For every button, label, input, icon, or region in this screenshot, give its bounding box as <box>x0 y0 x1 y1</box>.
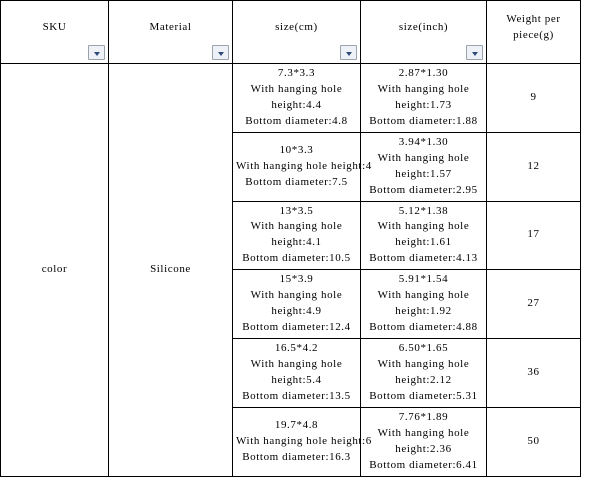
cell-size-cm <box>233 270 361 339</box>
header-cell-material <box>109 1 233 64</box>
size-cm-line: Bottom diameter:10.5 <box>242 252 351 265</box>
cell-weight: 50 <box>487 407 581 476</box>
size-inch-line: height:2.12 <box>395 373 452 386</box>
size-cm-line: With hanging hole <box>250 82 343 95</box>
header-cell-size-inch <box>361 1 487 64</box>
cell-weight: 9 <box>487 64 581 133</box>
cell-weight: 27 <box>487 270 581 339</box>
cell-size-cm <box>233 407 372 476</box>
cell-size-cm <box>233 339 361 408</box>
size-inch-line: With hanging hole <box>377 426 470 439</box>
chevron-down-icon[interactable] <box>466 45 483 60</box>
size-inch-line: 7.76*1.89 <box>398 410 449 423</box>
cell-size-cm <box>233 64 361 133</box>
size-cm-line: With hanging hole <box>250 289 343 302</box>
size-inch-line: Bottom diameter:1.88 <box>369 114 478 127</box>
header-label-weight: Weight per piece(g) <box>506 13 561 41</box>
size-inch-line: Bottom diameter:5.31 <box>369 389 478 402</box>
size-cm-line: Bottom diameter:16.3 <box>242 450 351 463</box>
size-inch-line: With hanging hole <box>377 151 470 164</box>
size-inch-line: 2.87*1.30 <box>398 67 449 79</box>
size-inch-line: height:2.36 <box>395 442 452 455</box>
cell-weight: 17 <box>487 201 581 270</box>
size-cm-line: Bottom diameter:12.4 <box>242 321 351 334</box>
size-cm-line: 15*3.9 <box>279 273 314 286</box>
size-inch-line: With hanging hole <box>377 289 470 302</box>
size-cm-line: Bottom diameter:13.5 <box>242 389 351 402</box>
table-header-row <box>1 1 581 64</box>
header-label-material: Material <box>149 21 192 34</box>
size-cm-line: With hanging hole height:6 <box>236 434 372 447</box>
size-inch-line: With hanging hole <box>377 220 470 233</box>
cell-weight: 36 <box>487 339 581 408</box>
header-label-size-cm: size(cm) <box>275 21 318 34</box>
size-cm-line: height:4.1 <box>271 236 322 249</box>
cell-size-inch <box>361 270 487 339</box>
size-cm-line: height:5.4 <box>271 373 322 386</box>
size-inch-line: Bottom diameter:6.41 <box>369 458 478 471</box>
size-cm-line: With hanging hole height:4 <box>236 159 372 172</box>
size-inch-line: 5.12*1.38 <box>398 204 449 217</box>
chevron-down-icon[interactable] <box>88 45 105 60</box>
size-cm-line: Bottom diameter:4.8 <box>245 114 348 127</box>
header-label-sku: SKU <box>42 21 67 34</box>
table-body <box>1 64 581 477</box>
cell-size-inch <box>361 64 487 133</box>
header-cell-size-cm <box>233 1 361 64</box>
chevron-down-icon[interactable] <box>212 45 229 60</box>
cell-size-cm <box>233 201 361 270</box>
size-cm-line: 10*3.3 <box>279 143 314 156</box>
size-cm-line: 19.7*4.8 <box>274 418 319 431</box>
cell-size-inch <box>361 132 487 201</box>
cell-material-value: Silicone <box>109 64 233 477</box>
cell-sku-value: color <box>1 64 109 477</box>
table-row <box>1 64 581 133</box>
size-cm-line: Bottom diameter:7.5 <box>245 175 348 188</box>
size-inch-line: 6.50*1.65 <box>398 342 449 354</box>
size-cm-line: With hanging hole <box>250 220 343 233</box>
cell-size-inch <box>361 339 487 408</box>
size-inch-line: 5.91*1.54 <box>398 273 449 286</box>
cell-size-inch <box>361 201 487 270</box>
header-cell-sku <box>1 1 109 64</box>
size-inch-line: height:1.92 <box>395 305 452 318</box>
size-inch-line: height:1.61 <box>395 236 452 249</box>
size-cm-line: 7.3*3.3 <box>277 67 316 79</box>
size-cm-line: height:4.4 <box>271 98 322 111</box>
size-inch-line: Bottom diameter:2.95 <box>369 183 478 196</box>
header-cell-weight <box>487 1 581 64</box>
size-cm-line: 13*3.5 <box>279 204 314 217</box>
size-inch-line: height:1.57 <box>395 167 452 180</box>
cell-size-inch <box>361 407 487 476</box>
size-inch-line: 3.94*1.30 <box>398 135 449 148</box>
size-inch-line: Bottom diameter:4.88 <box>369 321 478 334</box>
size-inch-line: Bottom diameter:4.13 <box>369 252 478 265</box>
cell-weight: 12 <box>487 132 581 201</box>
size-cm-line: height:4.9 <box>271 305 322 318</box>
size-inch-line: height:1.73 <box>395 98 452 111</box>
size-inch-line: With hanging hole <box>377 82 470 95</box>
header-label-size-inch: size(inch) <box>398 21 449 34</box>
chevron-down-icon[interactable] <box>340 45 357 60</box>
size-cm-line: With hanging hole <box>250 357 343 370</box>
size-inch-line: With hanging hole <box>377 357 470 370</box>
size-cm-line: 16.5*4.2 <box>274 342 319 354</box>
cell-size-cm <box>233 132 372 201</box>
